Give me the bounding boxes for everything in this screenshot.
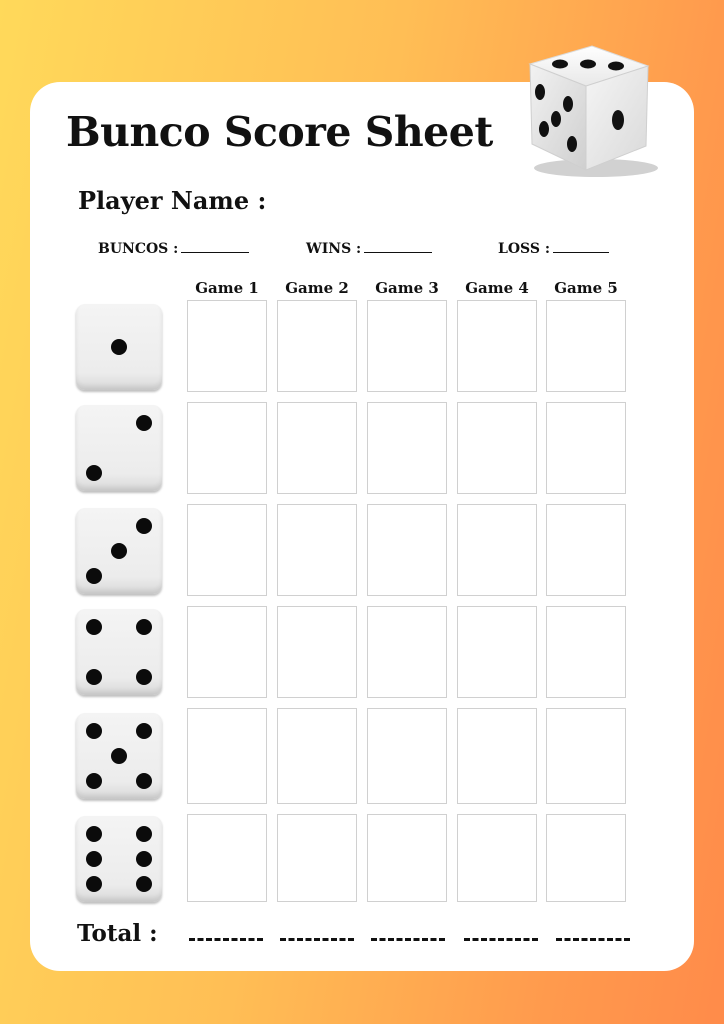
score-cell-three-game-1[interactable] (187, 504, 267, 596)
game-4-header: Game 4 (465, 279, 529, 297)
score-cell-two-game-1[interactable] (187, 402, 267, 494)
dice-pip (136, 826, 152, 842)
score-cell-one-game-1[interactable] (187, 300, 267, 392)
dice-pip (86, 723, 102, 739)
loss-label: LOSS : (498, 241, 550, 257)
wins-field[interactable] (364, 240, 432, 253)
dice-pip (86, 619, 102, 635)
score-cell-two-game-4[interactable] (457, 402, 537, 494)
total-game-3[interactable] (371, 938, 445, 941)
buncos-stat (98, 240, 249, 257)
dice-pip (86, 465, 102, 481)
wins-stat (306, 240, 432, 257)
dice-pip (86, 568, 102, 584)
total-game-1[interactable] (189, 938, 263, 941)
dice-pip (86, 669, 102, 685)
score-cell-six-game-5[interactable] (546, 814, 626, 902)
dice-pip (111, 748, 127, 764)
player-name-label: Player Name : (78, 186, 267, 215)
score-cell-six-game-4[interactable] (457, 814, 537, 902)
dice-pip (86, 773, 102, 789)
dice-pip (136, 619, 152, 635)
dice-pip (86, 851, 102, 867)
game-1-header: Game 1 (195, 279, 259, 297)
score-cell-six-game-2[interactable] (277, 814, 357, 902)
score-cell-three-game-4[interactable] (457, 504, 537, 596)
score-cell-four-game-3[interactable] (367, 606, 447, 698)
buncos-label: BUNCOS : (98, 241, 179, 257)
score-cell-six-game-3[interactable] (367, 814, 447, 902)
wins-label: WINS : (306, 241, 362, 257)
dice-three-icon (76, 508, 162, 594)
dice-pip (136, 518, 152, 534)
score-cell-three-game-2[interactable] (277, 504, 357, 596)
score-cell-five-game-1[interactable] (187, 708, 267, 804)
total-game-4[interactable] (464, 938, 538, 941)
dice-pip (86, 876, 102, 892)
dice-pip (111, 339, 127, 355)
game-2-header: Game 2 (285, 279, 349, 297)
dice-six-icon (76, 816, 162, 902)
dice-one-icon (76, 304, 162, 390)
dice-pip (86, 826, 102, 842)
score-cell-three-game-5[interactable] (546, 504, 626, 596)
score-cell-two-game-2[interactable] (277, 402, 357, 494)
score-cell-four-game-1[interactable] (187, 606, 267, 698)
score-cell-six-game-1[interactable] (187, 814, 267, 902)
total-game-5[interactable] (556, 938, 630, 941)
loss-stat (498, 240, 609, 257)
score-cell-five-game-4[interactable] (457, 708, 537, 804)
game-5-header: Game 5 (554, 279, 618, 297)
dice-pip (136, 851, 152, 867)
score-cell-three-game-3[interactable] (367, 504, 447, 596)
game-3-header: Game 3 (375, 279, 439, 297)
score-cell-four-game-4[interactable] (457, 606, 537, 698)
dice-pip (136, 876, 152, 892)
score-cell-two-game-3[interactable] (367, 402, 447, 494)
score-cell-one-game-4[interactable] (457, 300, 537, 392)
score-cell-five-game-3[interactable] (367, 708, 447, 804)
score-cell-five-game-5[interactable] (546, 708, 626, 804)
loss-field[interactable] (553, 240, 609, 253)
score-cell-one-game-3[interactable] (367, 300, 447, 392)
dice-pip (136, 669, 152, 685)
dice-pip (136, 723, 152, 739)
score-cell-four-game-2[interactable] (277, 606, 357, 698)
score-cell-one-game-2[interactable] (277, 300, 357, 392)
dice-two-icon (76, 405, 162, 491)
dice-pip (136, 415, 152, 431)
page-title: Bunco Score Sheet (66, 108, 493, 156)
dice-four-icon (76, 609, 162, 695)
dice-five-icon (76, 713, 162, 799)
score-cell-four-game-5[interactable] (546, 606, 626, 698)
score-cell-one-game-5[interactable] (546, 300, 626, 392)
dice-icon (516, 40, 668, 180)
dice-pip (136, 773, 152, 789)
score-cell-two-game-5[interactable] (546, 402, 626, 494)
buncos-field[interactable] (181, 240, 249, 253)
score-cell-five-game-2[interactable] (277, 708, 357, 804)
total-label: Total : (77, 920, 158, 947)
total-game-2[interactable] (280, 938, 354, 941)
dice-pip (111, 543, 127, 559)
